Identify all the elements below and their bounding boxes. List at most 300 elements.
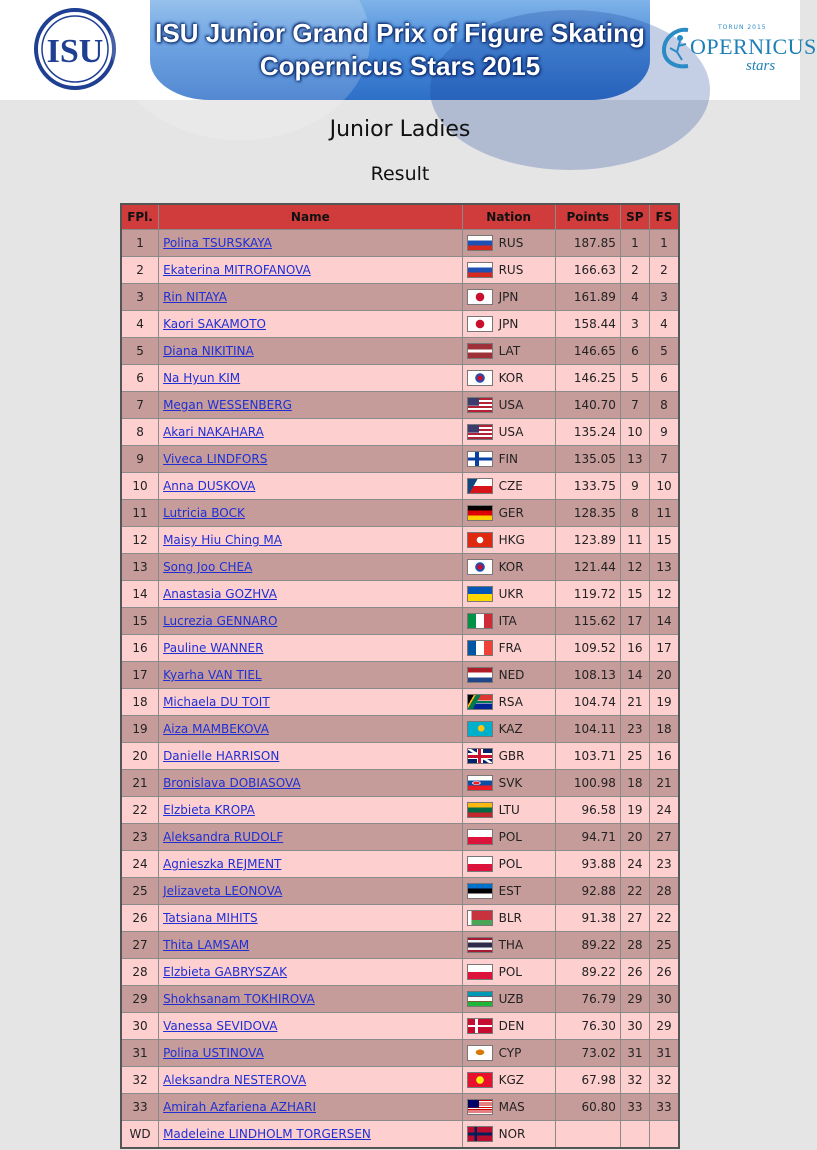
cell-nation (462, 257, 555, 284)
cell-sp: 26 (620, 959, 649, 986)
cell-fs: 32 (649, 1067, 679, 1094)
cell-nation (462, 365, 555, 392)
cell-fs: 23 (649, 851, 679, 878)
cell-points: 96.58 (555, 797, 620, 824)
cell-nation (462, 878, 555, 905)
skater-link[interactable]: Bronislava DOBIASOVA (163, 776, 301, 790)
cell-points: 94.71 (555, 824, 620, 851)
skater-link[interactable]: Song Joo CHEA (163, 560, 253, 574)
event-logo-sub: stars (746, 58, 776, 74)
flag-rus-icon (467, 262, 493, 278)
cell-fs: 13 (649, 554, 679, 581)
cell-place: 33 (121, 1094, 159, 1121)
nation-code: SVK (498, 776, 523, 790)
cell-name (159, 500, 463, 527)
nation-code: LTU (498, 803, 520, 817)
table-row (121, 851, 679, 878)
cell-points: 60.80 (555, 1094, 620, 1121)
cell-nation (462, 284, 555, 311)
table-row (121, 608, 679, 635)
skater-link[interactable]: Thita LAMSAM (163, 938, 250, 952)
nation-code: USA (498, 398, 524, 412)
table-row (121, 338, 679, 365)
category-title: Junior Ladies (329, 117, 471, 142)
cell-fs: 2 (649, 257, 679, 284)
nation-code: LAT (498, 344, 521, 358)
banner-title-panel (150, 0, 650, 100)
cell-fs: 16 (649, 743, 679, 770)
cell-place: 31 (121, 1040, 159, 1067)
cell-place: 30 (121, 1013, 159, 1040)
cell-name (159, 446, 463, 473)
copernicus-stars-logo[interactable] (658, 18, 817, 82)
cell-nation (462, 824, 555, 851)
cell-name (159, 797, 463, 824)
cell-name (159, 986, 463, 1013)
cell-points: 100.98 (555, 770, 620, 797)
cell-nation (462, 743, 555, 770)
cell-sp: 8 (620, 500, 649, 527)
cell-place: 13 (121, 554, 159, 581)
nation-code: FRA (498, 641, 522, 655)
skater-link[interactable]: Lutricia BOCK (163, 506, 245, 520)
nation-code: EST (498, 884, 522, 898)
cell-nation (462, 446, 555, 473)
cell-name (159, 878, 463, 905)
cell-points: 133.75 (555, 473, 620, 500)
cell-nation (462, 392, 555, 419)
nation-code: KOR (498, 371, 524, 385)
cell-place: 19 (121, 716, 159, 743)
cell-sp: 15 (620, 581, 649, 608)
banner-title-line1: ISU Junior Grand Prix of Figure Skating (155, 18, 645, 48)
flag-mas-icon (467, 1099, 493, 1115)
cell-place: 6 (121, 365, 159, 392)
cell-points: 158.44 (555, 311, 620, 338)
cell-sp: 23 (620, 716, 649, 743)
skater-link[interactable]: Aleksandra NESTEROVA (163, 1073, 307, 1087)
cell-nation (462, 1094, 555, 1121)
cell-points: 161.89 (555, 284, 620, 311)
skater-link[interactable]: Maisy Hiu Ching MA (163, 533, 282, 547)
skater-link[interactable]: Michaela DU TOIT (163, 695, 270, 709)
cell-points: 109.52 (555, 635, 620, 662)
nation-code: CZE (498, 479, 523, 493)
cell-points: 123.89 (555, 527, 620, 554)
cell-sp: 19 (620, 797, 649, 824)
cell-nation (462, 716, 555, 743)
cell-name (159, 689, 463, 716)
cell-points: 115.62 (555, 608, 620, 635)
skater-link[interactable]: Jelizaveta LEONOVA (163, 884, 283, 898)
cell-sp: 29 (620, 986, 649, 1013)
flag-kor-icon (467, 559, 493, 575)
table-row (121, 446, 679, 473)
cell-place: 25 (121, 878, 159, 905)
flag-kor-icon (467, 370, 493, 386)
cell-sp: 7 (620, 392, 649, 419)
table-row (121, 824, 679, 851)
skater-link[interactable]: Megan WESSENBERG (163, 398, 292, 412)
isu-logo-text: ISU (46, 33, 104, 70)
table-row (121, 581, 679, 608)
cell-sp: 18 (620, 770, 649, 797)
cell-fs: 1 (649, 230, 679, 257)
col-header-fs: FS (649, 204, 679, 230)
skater-link[interactable]: Diana NIKITINA (163, 344, 254, 358)
nation-code: RSA (498, 695, 523, 709)
cell-place: 12 (121, 527, 159, 554)
cell-sp: 2 (620, 257, 649, 284)
cell-place: 27 (121, 932, 159, 959)
skater-link[interactable]: Aleksandra RUDOLF (163, 830, 284, 844)
cell-name (159, 554, 463, 581)
table-row (121, 554, 679, 581)
flag-fin-icon (467, 451, 493, 467)
cell-nation (462, 905, 555, 932)
cell-points: 67.98 (555, 1067, 620, 1094)
nation-code: RUS (498, 236, 524, 250)
cell-sp: 14 (620, 662, 649, 689)
cell-sp: 10 (620, 419, 649, 446)
nation-code: KGZ (498, 1073, 524, 1087)
cell-sp: 28 (620, 932, 649, 959)
cell-sp: 20 (620, 824, 649, 851)
table-row (121, 311, 679, 338)
cell-place: 5 (121, 338, 159, 365)
skater-link[interactable]: Danielle HARRISON (163, 749, 280, 763)
table-row (121, 527, 679, 554)
cell-fs: 20 (649, 662, 679, 689)
nation-code: DEN (498, 1019, 525, 1033)
cell-name (159, 662, 463, 689)
col-header-points: Points (555, 204, 620, 230)
cell-name (159, 284, 463, 311)
flag-den-icon (467, 1018, 493, 1034)
flag-kaz-icon (467, 721, 493, 737)
cell-fs: 8 (649, 392, 679, 419)
table-row (121, 716, 679, 743)
skater-link[interactable]: Ekaterina MITROFANOVA (163, 263, 311, 277)
cell-name (159, 608, 463, 635)
cell-nation (462, 1013, 555, 1040)
cell-nation (462, 1040, 555, 1067)
event-logo-main: OPERNICUS (690, 34, 817, 59)
cell-nation (462, 311, 555, 338)
cell-points: 135.24 (555, 419, 620, 446)
flag-nor-icon (467, 1126, 493, 1142)
flag-pol-icon (467, 856, 493, 872)
cell-points: 89.22 (555, 959, 620, 986)
cell-sp: 5 (620, 365, 649, 392)
flag-ltu-icon (467, 802, 493, 818)
flag-hkg-icon (467, 532, 493, 548)
flag-tha-icon (467, 937, 493, 953)
cell-fs: 14 (649, 608, 679, 635)
cell-fs: 30 (649, 986, 679, 1013)
cell-points: 76.79 (555, 986, 620, 1013)
table-row (121, 662, 679, 689)
banner-title-line2: Copernicus Stars 2015 (259, 51, 541, 81)
table-row (121, 635, 679, 662)
nation-code: POL (498, 830, 522, 844)
skater-link[interactable]: Polina USTINOVA (163, 1046, 264, 1060)
table-row (121, 1121, 679, 1149)
nation-code: JPN (498, 317, 519, 331)
nation-code: CYP (498, 1046, 522, 1060)
cell-name (159, 230, 463, 257)
cell-name (159, 905, 463, 932)
isu-logo[interactable] (34, 8, 116, 90)
cell-fs: 5 (649, 338, 679, 365)
table-row (121, 797, 679, 824)
table-row (121, 257, 679, 284)
table-row (121, 284, 679, 311)
cell-name (159, 392, 463, 419)
skater-link[interactable]: Na Hyun KIM (163, 371, 241, 385)
cell-sp: 24 (620, 851, 649, 878)
skater-link[interactable]: Rin NITAYA (163, 290, 227, 304)
flag-cze-icon (467, 478, 493, 494)
cell-sp: 30 (620, 1013, 649, 1040)
cell-name (159, 338, 463, 365)
flag-ita-icon (467, 613, 493, 629)
col-header-place: FPl. (121, 204, 159, 230)
skater-link[interactable]: Madeleine LINDHOLM TORGERSEN (163, 1127, 371, 1141)
results-body (121, 230, 679, 1149)
cell-name (159, 635, 463, 662)
skater-link[interactable]: Aiza MAMBEKOVA (163, 722, 269, 736)
cell-nation (462, 608, 555, 635)
table-row (121, 419, 679, 446)
cell-nation (462, 986, 555, 1013)
cell-points: 103.71 (555, 743, 620, 770)
cell-points (555, 1121, 620, 1149)
col-header-nation: Nation (462, 204, 555, 230)
cell-sp: 11 (620, 527, 649, 554)
table-row (121, 1040, 679, 1067)
flag-kgz-icon (467, 1072, 493, 1088)
cell-name (159, 824, 463, 851)
cell-nation (462, 338, 555, 365)
nation-code: NOR (498, 1127, 526, 1141)
flag-svk-icon (467, 775, 493, 791)
flag-pol-icon (467, 829, 493, 845)
cell-name (159, 473, 463, 500)
col-header-sp: SP (620, 204, 649, 230)
skater-link[interactable]: Anastasia GOZHVA (163, 587, 277, 601)
nation-code: ITA (498, 614, 517, 628)
table-row (121, 365, 679, 392)
cell-nation (462, 797, 555, 824)
skater-link[interactable]: Elzbieta KROPA (163, 803, 255, 817)
cell-nation (462, 1067, 555, 1094)
cell-fs: 28 (649, 878, 679, 905)
cell-fs: 15 (649, 527, 679, 554)
skater-link[interactable]: Pauline WANNER (163, 641, 264, 655)
cell-fs: 25 (649, 932, 679, 959)
cell-name (159, 770, 463, 797)
table-row (121, 1067, 679, 1094)
nation-code: GER (498, 506, 524, 520)
cell-fs: 21 (649, 770, 679, 797)
cell-place: 7 (121, 392, 159, 419)
cell-points: 104.74 (555, 689, 620, 716)
cell-nation (462, 662, 555, 689)
skater-link[interactable]: Elzbieta GABRYSZAK (163, 965, 288, 979)
cell-name (159, 527, 463, 554)
cell-nation (462, 770, 555, 797)
skater-link[interactable]: Agnieszka REJMENT (163, 857, 282, 871)
flag-jpn-icon (467, 289, 493, 305)
nation-code: UKR (498, 587, 524, 601)
cell-name (159, 365, 463, 392)
cell-nation (462, 527, 555, 554)
cell-place: 3 (121, 284, 159, 311)
cell-sp: 4 (620, 284, 649, 311)
nation-code: UZB (498, 992, 524, 1006)
cell-sp: 27 (620, 905, 649, 932)
skater-link[interactable]: Vanessa SEVIDOVA (163, 1019, 278, 1033)
cell-fs: 11 (649, 500, 679, 527)
nation-code: THA (498, 938, 524, 952)
cell-name (159, 257, 463, 284)
cell-fs: 22 (649, 905, 679, 932)
cell-name (159, 419, 463, 446)
cell-nation (462, 1121, 555, 1149)
cell-name (159, 1121, 463, 1149)
flag-fra-icon (467, 640, 493, 656)
cell-points: 91.38 (555, 905, 620, 932)
skater-link[interactable]: Kyarha VAN TIEL (163, 668, 262, 682)
cell-place: 17 (121, 662, 159, 689)
cell-sp: 12 (620, 554, 649, 581)
flag-cyp-icon (467, 1045, 493, 1061)
skater-link[interactable]: Kaori SAKAMOTO (163, 317, 266, 331)
nation-code: POL (498, 965, 522, 979)
cell-points: 146.25 (555, 365, 620, 392)
cell-place: 14 (121, 581, 159, 608)
skater-link[interactable]: Anna DUSKOVA (163, 479, 256, 493)
flag-lat-icon (467, 343, 493, 359)
cell-sp: 3 (620, 311, 649, 338)
nation-code: BLR (498, 911, 522, 925)
flag-usa-icon (467, 397, 493, 413)
result-subtitle: Result (370, 163, 430, 185)
cell-fs: 7 (649, 446, 679, 473)
table-row (121, 959, 679, 986)
cell-place: 26 (121, 905, 159, 932)
cell-place: 9 (121, 446, 159, 473)
event-logo-top: TORUN 2015 (718, 24, 767, 31)
cell-points: 73.02 (555, 1040, 620, 1067)
skater-link[interactable]: Viveca LINDFORS (163, 452, 268, 466)
skater-link[interactable]: Amirah Azfariena AZHARI (163, 1100, 317, 1114)
cell-place: 10 (121, 473, 159, 500)
flag-pol-icon (467, 964, 493, 980)
flag-jpn-icon (467, 316, 493, 332)
cell-points: 146.65 (555, 338, 620, 365)
flag-uzb-icon (467, 991, 493, 1007)
cell-fs: 29 (649, 1013, 679, 1040)
cell-fs: 17 (649, 635, 679, 662)
nation-code: GBR (498, 749, 525, 763)
cell-nation (462, 500, 555, 527)
cell-place: 11 (121, 500, 159, 527)
skater-link[interactable]: Polina TSURSKAYA (163, 236, 272, 250)
cell-sp: 1 (620, 230, 649, 257)
cell-sp: 25 (620, 743, 649, 770)
table-row (121, 770, 679, 797)
flag-rsa-icon (467, 694, 493, 710)
cell-place: 4 (121, 311, 159, 338)
cell-sp (620, 1121, 649, 1149)
cell-nation (462, 959, 555, 986)
table-row (121, 473, 679, 500)
cell-name (159, 1013, 463, 1040)
event-banner (0, 0, 817, 100)
skater-link[interactable]: Shokhsanam TOKHIROVA (163, 992, 315, 1006)
cell-fs: 3 (649, 284, 679, 311)
cell-name (159, 581, 463, 608)
cell-nation (462, 635, 555, 662)
nation-code: HKG (498, 533, 525, 547)
cell-nation (462, 473, 555, 500)
cell-place: 8 (121, 419, 159, 446)
cell-points: 128.35 (555, 500, 620, 527)
cell-name (159, 743, 463, 770)
flag-est-icon (467, 883, 493, 899)
flag-blr-icon (467, 910, 493, 926)
cell-name (159, 311, 463, 338)
cell-points: 140.70 (555, 392, 620, 419)
flag-ukr-icon (467, 586, 493, 602)
table-row (121, 500, 679, 527)
cell-sp: 17 (620, 608, 649, 635)
cell-points: 104.11 (555, 716, 620, 743)
cell-points: 135.05 (555, 446, 620, 473)
cell-place: 18 (121, 689, 159, 716)
cell-fs: 33 (649, 1094, 679, 1121)
cell-points: 92.88 (555, 878, 620, 905)
cell-sp: 31 (620, 1040, 649, 1067)
skater-link[interactable]: Akari NAKAHARA (163, 425, 264, 439)
skater-link[interactable]: Lucrezia GENNARO (163, 614, 278, 628)
table-row (121, 1013, 679, 1040)
cell-points: 166.63 (555, 257, 620, 284)
cell-sp: 21 (620, 689, 649, 716)
cell-name (159, 851, 463, 878)
cell-place: 2 (121, 257, 159, 284)
cell-sp: 6 (620, 338, 649, 365)
cell-nation (462, 932, 555, 959)
cell-fs: 4 (649, 311, 679, 338)
cell-sp: 9 (620, 473, 649, 500)
table-header-row (121, 204, 679, 230)
cell-name (159, 959, 463, 986)
results-table (120, 203, 680, 1149)
cell-place: 23 (121, 824, 159, 851)
flag-ned-icon (467, 667, 493, 683)
skater-link[interactable]: Tatsiana MIHITS (163, 911, 258, 925)
cell-sp: 33 (620, 1094, 649, 1121)
cell-fs: 19 (649, 689, 679, 716)
cell-fs: 6 (649, 365, 679, 392)
cell-nation (462, 230, 555, 257)
table-row (121, 392, 679, 419)
cell-nation (462, 419, 555, 446)
cell-sp: 22 (620, 878, 649, 905)
